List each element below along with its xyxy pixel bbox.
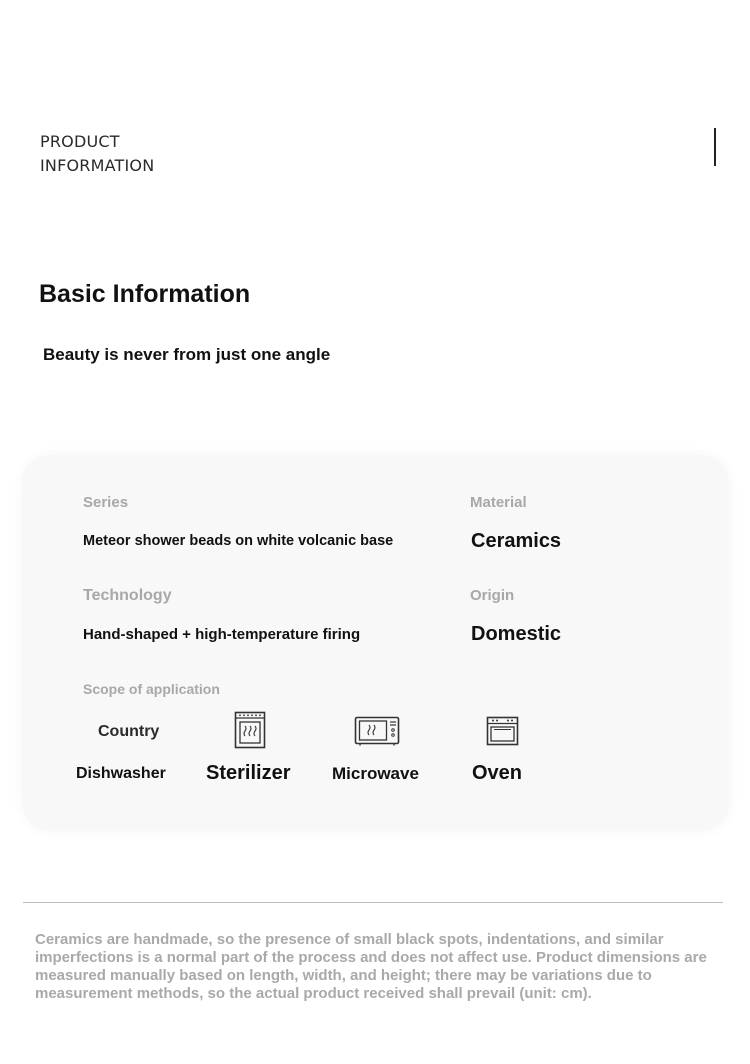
origin-value: Domestic <box>471 623 562 645</box>
series-value: Meteor shower beads on white volcanic base <box>83 533 394 549</box>
material-value: Ceramics <box>471 530 562 552</box>
technology-value: Hand-shaped + high-temperature firing <box>83 626 361 643</box>
technology-label: Technology <box>83 587 172 604</box>
sterilizer-icon <box>234 711 266 749</box>
header-title-line1: PRODUCT <box>40 132 120 151</box>
series-label: Series <box>83 494 129 511</box>
basic-info-title: Basic Information <box>39 280 251 308</box>
section-divider <box>23 902 723 903</box>
scope-label: Scope of application <box>83 681 220 697</box>
section-header-title <box>40 130 154 178</box>
country-label: Country <box>98 723 160 740</box>
material-label: Material <box>470 494 527 511</box>
disclaimer-text: Ceramics are handmade, so the presence of small black spots, indentations, and similar imperfections is a normal part of the process and does not affect use. Product dimensions are measured manually based on length, width, and height; there may be variations due to measurement methods, so the actual product received shall prevail (unit: cm). <box>35 931 707 1002</box>
header-title-line2: INFORMATION <box>40 156 155 175</box>
app-label-oven: Oven <box>472 762 523 784</box>
microwave-icon <box>354 716 400 746</box>
app-label-microwave: Microwave <box>332 764 419 783</box>
app-label-sterilizer: Sterilizer <box>206 762 291 784</box>
app-label-dishwasher: Dishwasher <box>76 765 166 782</box>
tagline: Beauty is never from just one angle <box>43 345 331 364</box>
origin-label: Origin <box>470 587 515 604</box>
oven-icon <box>486 716 519 746</box>
header-accent-bar <box>714 128 716 166</box>
